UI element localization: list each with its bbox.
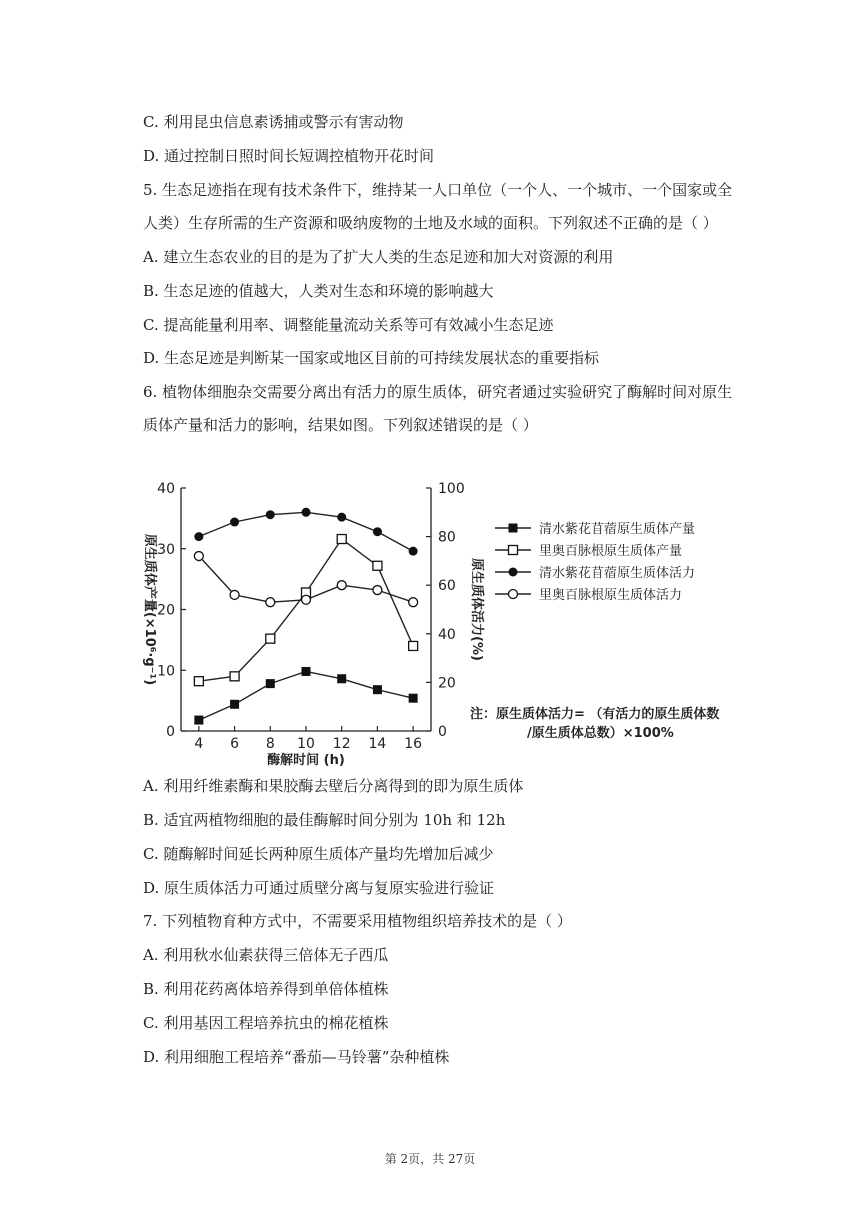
data-point-series-0 bbox=[266, 679, 275, 688]
data-point-series-2 bbox=[337, 513, 346, 522]
option-c-q7: C. 利用基因工程培养抗虫的棉花植株 bbox=[143, 1014, 389, 1032]
x-axis-label: 酶解时间 (h) bbox=[267, 753, 345, 766]
option-c-q6: C. 随酶解时间延长两种原生质体产量均先增加后减少 bbox=[143, 845, 494, 863]
question-5-line-1: 5. 生态足迹指在现有技术条件下，维持某一人口单位（一个人、一个城市、一个国家或全 bbox=[143, 181, 733, 199]
left-tick-label: 40 bbox=[157, 481, 175, 497]
data-point-series-3 bbox=[337, 581, 346, 590]
data-point-series-0 bbox=[194, 716, 203, 725]
data-point-series-3 bbox=[302, 595, 311, 604]
data-point-series-1 bbox=[266, 634, 275, 643]
x-tick-label: 4 bbox=[194, 736, 204, 752]
left-tick-label: 20 bbox=[157, 602, 175, 619]
option-c-q5: C. 提高能量利用率、调整能量流动关系等可有效减小生态足迹 bbox=[143, 316, 554, 334]
right-axis-label: 原生质体活力(%) bbox=[469, 558, 484, 661]
data-point-series-0 bbox=[373, 685, 382, 694]
data-point-series-2 bbox=[266, 510, 275, 519]
legend-label-1: 里奥百脉根原生质体产量 bbox=[539, 544, 683, 559]
chart-note-line-1: 注：原生质体活力= （有活力的原生质体数 bbox=[470, 707, 720, 722]
data-point-series-1 bbox=[194, 677, 203, 686]
option-d-q4: D. 通过控制日照时间长短调控植物开花时间 bbox=[143, 147, 435, 165]
option-d-q7: D. 利用细胞工程培养“番茄—马铃薯”杂种植株 bbox=[143, 1048, 450, 1066]
legend-marker-1 bbox=[509, 546, 518, 555]
data-point-series-0 bbox=[409, 694, 418, 703]
option-a-q6: A. 利用纤维素酶和果胶酶去壁后分离得到的即为原生质体 bbox=[143, 777, 524, 795]
option-c-q4: C. 利用昆虫信息素诱捕或警示有害动物 bbox=[143, 113, 404, 131]
right-tick-label: 100 bbox=[438, 481, 465, 497]
left-axis-label: 原生质体产量(×10⁶·g⁻¹) bbox=[142, 533, 157, 686]
x-tick-label: 14 bbox=[368, 736, 387, 752]
legend-label-3: 里奥百脉根原生质体活力 bbox=[539, 588, 683, 603]
data-point-series-1 bbox=[337, 535, 346, 544]
left-tick-label: 0 bbox=[166, 724, 175, 740]
chart-note-line-2: /原生质体总数）×100% bbox=[527, 726, 674, 741]
legend-marker-2 bbox=[509, 568, 518, 577]
data-point-series-0 bbox=[337, 674, 346, 683]
option-d-q5: D. 生态足迹是判断某一国家或地区目前的可持续发展状态的重要指标 bbox=[143, 349, 600, 367]
x-tick-label: 6 bbox=[230, 736, 240, 752]
legend-marker-3 bbox=[509, 590, 518, 599]
data-point-series-2 bbox=[302, 508, 311, 517]
data-point-series-2 bbox=[409, 547, 418, 556]
right-tick-label: 80 bbox=[438, 529, 456, 546]
legend-label-2: 清水紫花苜蓿原生质体活力 bbox=[539, 566, 696, 581]
protoplast-chart bbox=[140, 476, 780, 766]
data-point-series-2 bbox=[230, 518, 239, 527]
page-footer: 第 2页，共 27页 bbox=[384, 1152, 476, 1166]
data-point-series-3 bbox=[230, 590, 239, 599]
series-line-1 bbox=[199, 539, 413, 681]
x-tick-label: 10 bbox=[297, 736, 315, 752]
question-6-line-2: 质体产量和活力的影响，结果如图。下列叙述错误的是（ ） bbox=[143, 416, 538, 434]
option-a-q5: A. 建立生态农业的目的是为了扩大人类的生态足迹和加大对资源的利用 bbox=[143, 248, 614, 266]
legend-marker-0 bbox=[509, 524, 518, 533]
option-d-q6: D. 原生质体活力可通过质壁分离与复原实验进行验证 bbox=[143, 879, 495, 897]
x-tick-label: 8 bbox=[265, 736, 275, 752]
x-tick-label: 12 bbox=[332, 736, 351, 752]
data-point-series-0 bbox=[302, 667, 311, 676]
right-tick-label: 60 bbox=[438, 578, 456, 595]
question-6-line-1: 6. 植物体细胞杂交需要分离出有活力的原生质体，研究者通过实验研究了酶解时间对原生 bbox=[143, 383, 733, 401]
data-point-series-3 bbox=[373, 586, 382, 595]
option-b-q6: B. 适宜两植物细胞的最佳酶解时间分别为 10h 和 12h bbox=[143, 811, 506, 829]
right-tick-label: 40 bbox=[438, 626, 456, 643]
data-point-series-1 bbox=[373, 561, 382, 570]
option-b-q7: B. 利用花药离体培养得到单倍体植株 bbox=[143, 980, 389, 998]
data-point-series-3 bbox=[266, 598, 275, 607]
data-point-series-3 bbox=[409, 598, 418, 607]
data-point-series-0 bbox=[230, 700, 239, 709]
question-5-line-2: 人类）生存所需的生产资源和吸纳废物的土地及水域的面积。下列叙述不正确的是（ ） bbox=[143, 214, 718, 232]
option-b-q5: B. 生态足迹的值越大，人类对生态和环境的影响越大 bbox=[143, 282, 494, 300]
left-tick-label: 10 bbox=[157, 663, 175, 680]
data-point-series-1 bbox=[409, 641, 418, 650]
data-point-series-1 bbox=[230, 672, 239, 681]
data-point-series-3 bbox=[194, 552, 203, 561]
right-tick-label: 20 bbox=[438, 675, 456, 692]
option-a-q7: A. 利用秋水仙素获得三倍体无子西瓜 bbox=[143, 946, 389, 964]
question-7: 7. 下列植物育种方式中，不需要采用植物组织培养技术的是（ ） bbox=[143, 912, 572, 930]
right-tick-label: 0 bbox=[438, 724, 447, 740]
data-point-series-2 bbox=[373, 527, 382, 536]
x-tick-label: 16 bbox=[404, 736, 423, 752]
legend-label-0: 清水紫花苜蓿原生质体产量 bbox=[539, 522, 696, 537]
left-tick-label: 30 bbox=[157, 541, 175, 558]
data-point-series-2 bbox=[194, 532, 203, 541]
